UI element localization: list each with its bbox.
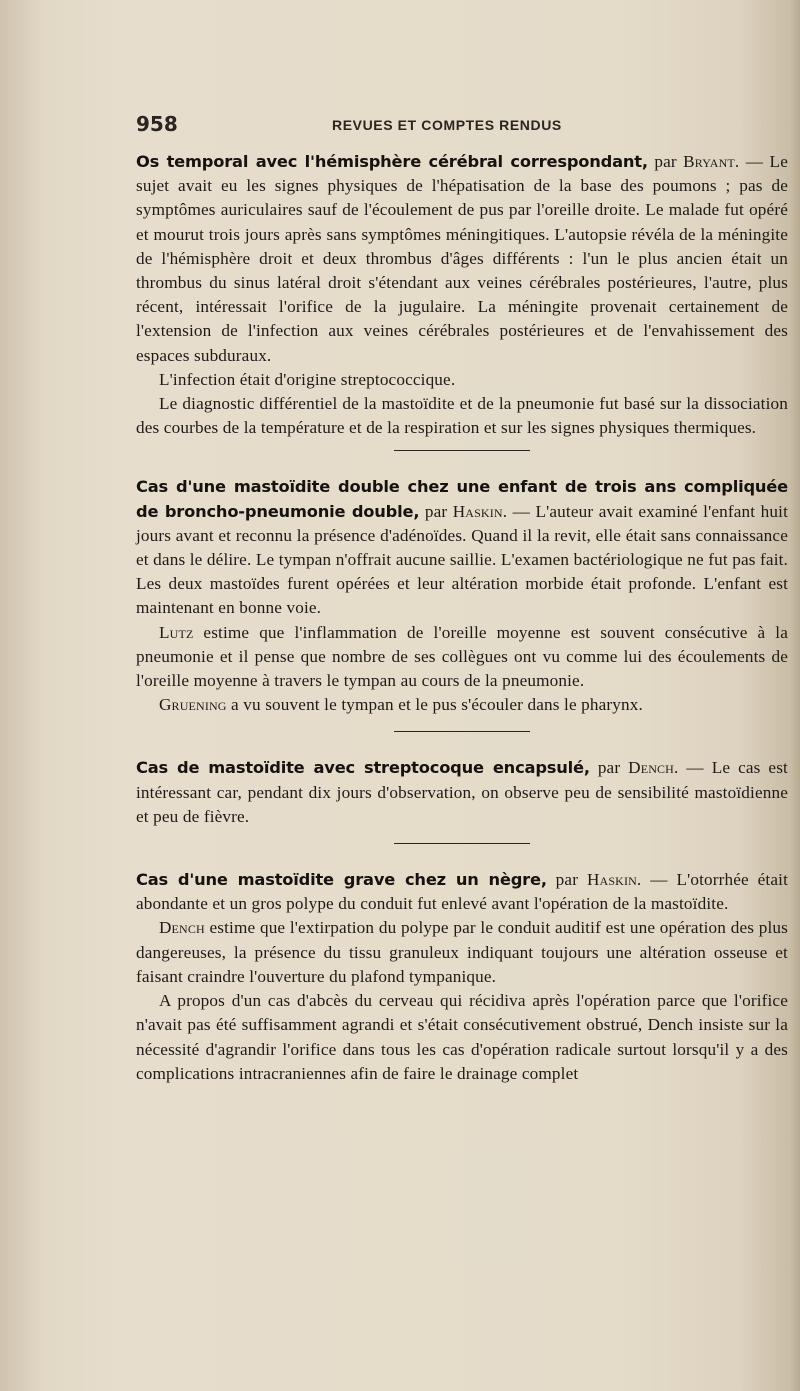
section-2-paragraph-3 [136, 693, 788, 717]
section-3-author: Dench. [628, 758, 679, 778]
section-3-by: par [589, 758, 629, 778]
section-4-by: par [546, 870, 587, 890]
section-4-paragraph-3: A propos d'un cas d'abcès du cerveau qui récidiva après l'opération parce que l'orifice n'avait pas été suffisamment agrandi et s'était consécutivement obstrué, Dench insiste sur la nécessité d'agrandir l'orifice dans tous les cas d'opération radicale surtout lorsqu'il y a des complications intracraniennes afin de faire le drainage complet [136, 991, 788, 1083]
section-1-lead-paragraph [136, 150, 788, 368]
section-4-text: — L'otorrhée était abondante et un gros polype du conduit fut enlevé avant l'opération de la mastoïdite. [136, 870, 788, 914]
section-2-author: Haskin. [452, 501, 508, 521]
section-2-text: — L'auteur avait examiné l'enfant huit jours avant et reconnu la présence d'adénoïdes. Quand il la revit, elle était sans connaissance et dans le délire. Le tympan n'offrait aucune saillie. L'examen bactériologique ne fut pas fait. Les deux mastoïdes furent opérées et leur altération morbide était profonde. L'enfant est maintenant en bonne voie. [136, 501, 789, 618]
section-3-text: — Le cas est intéressant car, pendant dix jours d'observation, on observe peu de sensibilité mastoïdienne et peu de fièvre. [136, 758, 788, 826]
section-divider [394, 843, 530, 844]
section-1-by: par [647, 152, 684, 171]
section-divider [394, 450, 530, 451]
page-number: 958 [136, 112, 178, 136]
section-1-paragraph-3: Le diagnostic différentiel de la mastoïdite et de la pneumonie fut basé sur la dissociation des courbes de la température et de la respiration et sur les signes physiques thermiques. [136, 394, 788, 438]
section-2-paragraph-2 [136, 621, 788, 694]
section-2-lead-paragraph [136, 475, 788, 620]
section-4-lead-paragraph [136, 868, 788, 916]
section-3-title: Cas de mastoïdite avec streptocoque encapsulé, [136, 758, 590, 778]
section-2-title: Cas d'une mastoïdite double chez une enfant de trois ans compliquée de broncho-pneumonie double, [136, 477, 788, 521]
cited-author: Gruening [159, 695, 227, 715]
paragraph-text: estime que l'inflammation de l'oreille moyenne est souvent consécutive à la pneumonie et il pense que nombre de ses collègues ont vu comme lui des écoulements de l'oreille moyenne à travers le tympan au cours de la pneumonie. [136, 622, 788, 691]
section-1-author: Bryant. [683, 152, 740, 171]
section-divider [394, 731, 530, 732]
section-3-lead-paragraph [136, 756, 788, 829]
section-1-paragraph-2: L'infection était d'origine streptococcique. [159, 369, 456, 389]
cited-author: Dench [159, 918, 205, 938]
cited-author: Lutz [159, 622, 194, 642]
section-4-paragraph-2 [136, 916, 788, 989]
section-1-text: — Le sujet avait eu les signes physiques de l'hépatisation de la base des poumons ; pas de symptômes auriculaires sauf de l'écoulement de pus par l'oreille droite. Le malade fut opéré et mourut trois jours après sans symptômes méningitiques. L'autopsie révéla de la méningite de l'hémisphère droit et deux thrombus d'âges différents : l'un le plus ancien était un thrombus du sinus latéral droit s'étendant aux veines cérébrales postérieures, l'autre, plus récent, intéressait l'orifice de la jugulaire. La méningite provenait certainement de l'extension de l'infection aux veines cérébrales postérieures et de l'envahissement des espaces subduraux. [136, 152, 788, 365]
paragraph-text: estime que l'extirpation du polype par le conduit auditif est une opération des plus dangereuses, la présence du tissu granuleux indiquant toujours une altération osseuse et faisant craindre l'ouverture du plafond tympanique. [136, 918, 788, 986]
article-body [136, 150, 788, 1086]
paragraph-text: a vu souvent le tympan et le pus s'écouler dans le pharynx. [226, 695, 643, 715]
section-4-author: Haskin. [586, 870, 642, 890]
section-2-by: par [419, 501, 453, 521]
page-header [136, 112, 796, 142]
running-title: REVUES ET COMPTES RENDUS [332, 117, 562, 133]
section-4-title: Cas d'une mastoïdite grave chez un nègre, [136, 870, 547, 890]
section-1-title: Os temporal avec l'hémisphère cérébral correspondant, [136, 152, 648, 171]
